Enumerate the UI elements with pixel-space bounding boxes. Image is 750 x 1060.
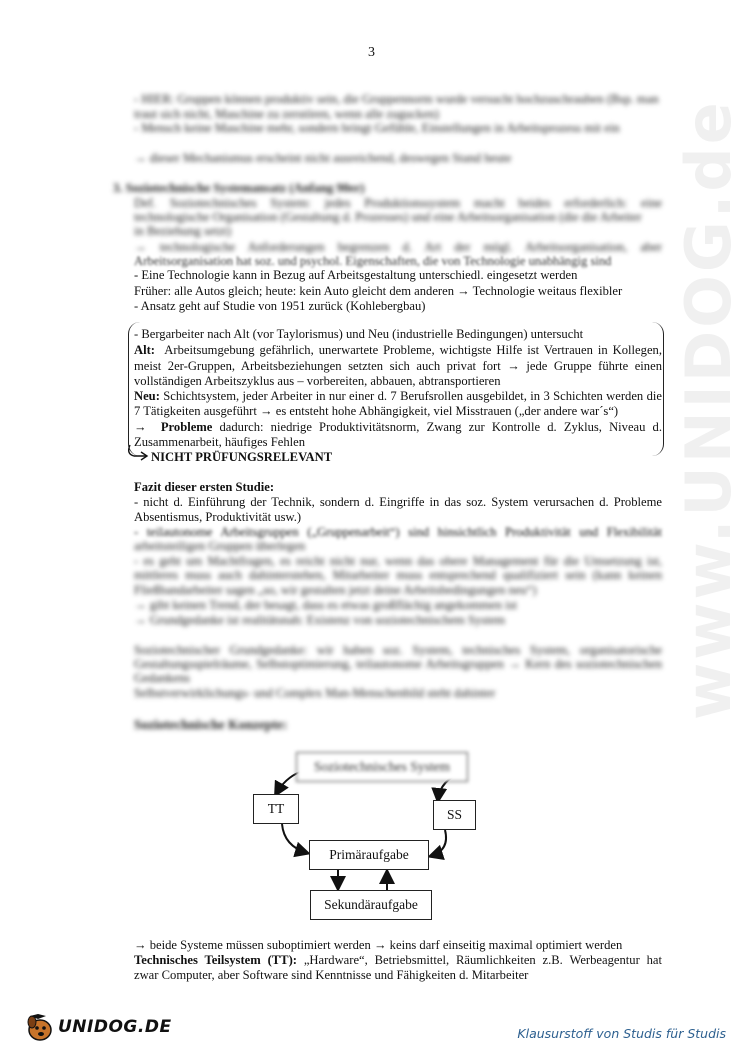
logo-text: UNIDOG.DE [58, 1017, 172, 1037]
text-line: meist 2er-Gruppen, Arbeitsbeziehungen setzten sich auch privat fort → jede Gruppe führte einen [134, 359, 662, 373]
footer-logo [24, 1012, 172, 1042]
blurred-text-line: → gibt keinen Trend, der besagt, dass es etwas großflächig angekommen ist [134, 598, 517, 612]
footer-tagline: Klausurstoff von Studis für Studis [517, 1026, 726, 1041]
text-line: vollständigen Arbeitszyklus aus – vorbereiten, abbauen, abtransportieren [134, 374, 501, 388]
blurred-text-line: - teilautonome Arbeitsgruppen („Gruppenarbeit“) sind hinsichtlich Produktivität und Flexibilität [134, 525, 662, 539]
blurred-text-line: arbeitsteiligen Gruppen überlegen [134, 539, 306, 553]
neu-label: Neu: [134, 389, 160, 403]
blurred-text-line: mittleres muss auch dahinterstehen, Mitarbeiter muss entsprechend qualifiziert sein (kann keinen [134, 568, 662, 582]
diagram-node-system: Soziotechnisches System [296, 752, 468, 782]
alt-text: Arbeitsumgebung gefährlich, unerwartete Probleme, wichtigste Hilfe ist Vertrauen in Kollegen, [164, 343, 662, 357]
connector [282, 824, 307, 853]
fazit-heading: Fazit dieser ersten Studie: [134, 480, 275, 494]
text-line: zwar Computer, aber Software sind Kenntnisse und Fähigkeiten d. Mitarbeiter [134, 968, 529, 982]
probleme-label: Probleme [160, 420, 213, 434]
arrow: → [134, 420, 147, 434]
blurred-text-line: → technologische Anforderungen begrenzen d. Art der mögl. Arbeitsorganisation, aber [134, 240, 662, 254]
watermark: www.UNIDOG.de [672, 99, 745, 720]
blurred-text-line: in Beziehung setzt) [134, 224, 232, 238]
text-line: - nicht d. Einführung der Technik, sondern d. Eingriffe in das soz. System verursachen d. Probleme [134, 495, 662, 509]
diagram-node-sekundaer: Sekundäraufgabe [310, 890, 432, 920]
blurred-text-line: Selbstverwirklichungs- und Complex Man-Menschenbild steht dahinter [134, 686, 496, 700]
neu-text: Schichtsystem, jeder Arbeiter in nur einer d. 7 Berufsrollen ausgebildet, in 3 Schichten werden die [163, 389, 662, 403]
page-number: 3 [368, 45, 375, 60]
text-line: Absentismus, Produktivität usw.) [134, 510, 302, 524]
text-line: - Ansatz geht auf Studie von 1951 zurück (Kohlebergbau) [134, 299, 426, 313]
text-line: Zusammenarbeit, häufiges Fehlen [134, 435, 306, 449]
text-line: - Bergarbeiter nach Alt (vor Taylorismus) und Neu (industrielle Bedingungen) untersucht [134, 327, 584, 341]
blurred-text-line: Soziotechnischer Grundgedanke: wir haben soz. System, technisches System, organisatorische [134, 643, 662, 657]
section-heading: 3. Soziotechnische Systemansatz (Anfang 90er) [113, 181, 365, 195]
blurred-text-line: technologische Organisation (Gestaltung d. Prozesses) und eine Arbeitsorganisation (die die Arbeiter [134, 210, 642, 224]
dog-icon [24, 1012, 58, 1042]
diagram-node-ss: SS [433, 800, 476, 830]
text-line: → beide Systeme müssen suboptimiert werden → keins darf einseitig maximal optimiert werden [134, 938, 623, 952]
tt-text: „Hardware“, Betriebsmittel, Räumlichkeiten z.B. Werbeagentur hat [303, 953, 662, 967]
text-line: - Eine Technologie kann in Bezug auf Arbeitsgestaltung unterschiedl. eingesetzt werden [134, 268, 578, 282]
diagram-node-tt: TT [253, 794, 299, 824]
blurred-text-line: → Grundgedanke ist realitätsnah: Existenz von soziotechnischem System [134, 613, 506, 627]
blurred-text-line: Def. Soziotechnisches System: jedes Produktionssystem macht beides erforderlich: eine [134, 196, 662, 210]
probleme-text: dadurch: niedrige Produktivitätsnorm, Zwang zur Kontrolle d. Zyklus, Niveau d. [219, 420, 663, 434]
diagram-node-primaer: Primäraufgabe [309, 840, 429, 870]
blurred-text-line: Gestaltungsspielräume, Selbstoptimierung, teilautonome Arbeitsgruppen → Kern des soziotechnischen [134, 657, 662, 671]
blurred-text-line: Fließbandarbeiter sagen „so, wir gestalten jetzt deine Arbeitsbedingungen neu“) [134, 583, 537, 597]
konzepte-heading: Soziotechnische Konzepte: [134, 717, 288, 732]
text-line: Früher: alle Autos gleich; heute: kein Auto gleicht dem anderen → Technologie weitaus flexibler [134, 284, 623, 298]
blurred-text-line: - Mensch keine Maschine mehr, sondern bringt Gefühle, Einstellungen in Arbeitsprozess mit ein [134, 121, 620, 135]
blurred-text-line: - es geht um Machtfragen, es reicht nicht nur, wenn das obere Management für die Umsetzung ist, [134, 554, 662, 568]
tt-label: Technisches Teilsystem (TT): [134, 953, 297, 967]
connector [431, 830, 446, 856]
text-line [134, 953, 662, 968]
blurred-text-line: Arbeitsorganisation hat soz. und psychol. Eigenschaften, die von Technologie unabhängig sind [134, 254, 612, 268]
blurred-text-line: - HIER: Gruppen können produktiv sein, die Gruppennorm wurde versucht hochzuschrauben (Bsp. man traut sich nicht, Maschine zu zerstören, wenn alle zugucken) [134, 92, 659, 121]
blurred-text-line: Gedankens [134, 671, 190, 685]
blurred-text-line: → dieser Mechanismus erscheint nicht ausreichend, deswegen Stand heute [134, 151, 512, 165]
note-label: NICHT PRÜFUNGSRELEVANT [151, 450, 333, 464]
text-line: 7 Tätigkeiten ausgeführt → es entsteht hohe Abhängigkeit, viel Misstrauen („der andere war´s“) [134, 404, 619, 418]
alt-label: Alt: [134, 343, 155, 357]
